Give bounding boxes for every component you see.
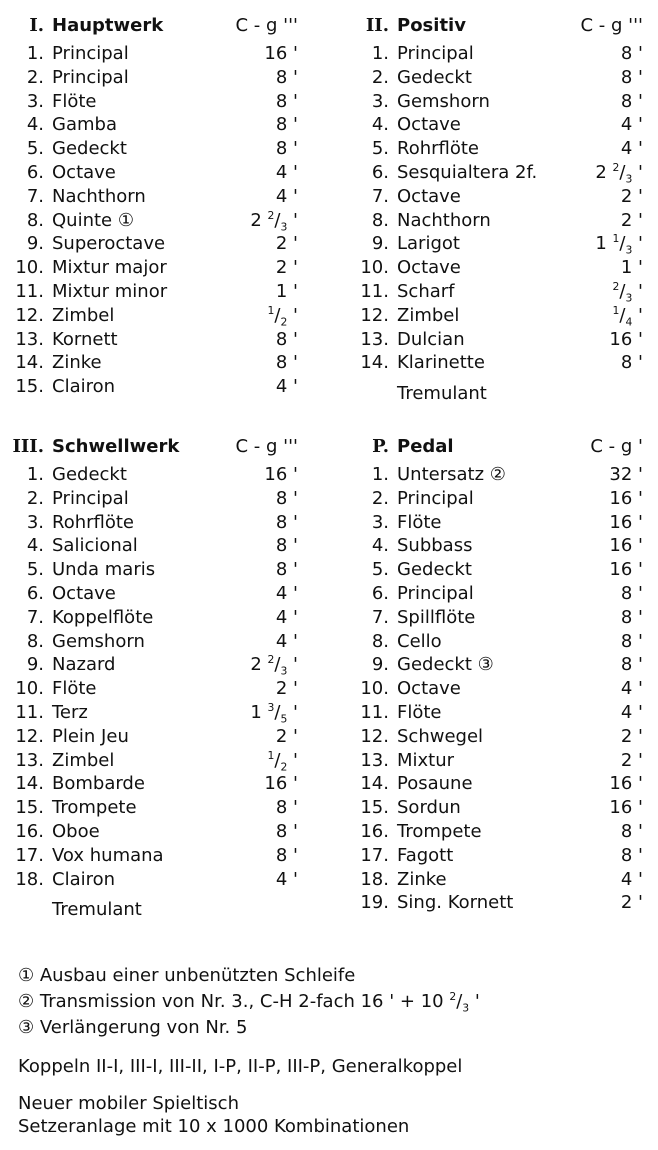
stop-row	[0, 256, 320, 280]
stop-name: Spillflöte	[397, 606, 476, 628]
stop-name: Flöte	[52, 90, 97, 112]
stop-pitch: 4 '	[275, 630, 298, 652]
stop-number: 18.	[15, 868, 44, 890]
stop-row	[0, 66, 320, 90]
stop-pitch: 8 '	[275, 559, 298, 581]
stop-pitch: 16 '	[609, 797, 643, 819]
division-positiv	[345, 10, 658, 405]
stop-name: Gedeckt	[397, 559, 472, 581]
stop-number: 15.	[15, 797, 44, 819]
stop-number: 12.	[15, 304, 44, 326]
stop-number: 6.	[371, 582, 389, 604]
stop-name: Flöte	[397, 701, 442, 723]
stop-number: 2.	[26, 487, 44, 509]
division-compass: C - g '''	[235, 436, 298, 457]
stop-name: Gedeckt	[52, 464, 127, 485]
stop-number: 9.	[371, 654, 389, 676]
stop-pitch: 8 '	[275, 487, 298, 509]
stop-pitch: 16 '	[609, 487, 643, 509]
stop-row	[0, 487, 320, 511]
stop-number: 4.	[26, 535, 44, 557]
stop-pitch: $^1/_4$ '	[612, 303, 643, 329]
stop-number: 6.	[26, 161, 44, 183]
stop-pitch: 4 '	[275, 376, 298, 398]
stop-row	[0, 185, 320, 209]
stop-row	[0, 137, 320, 161]
stop-pitch: 16 '	[609, 559, 643, 581]
stop-row	[345, 185, 658, 209]
stop-row	[345, 256, 658, 280]
stop-name: Principal	[52, 43, 129, 64]
stop-name: Gemshorn	[52, 630, 145, 652]
stop-number: 3.	[26, 90, 44, 112]
stop-row	[0, 42, 320, 66]
stop-number: 19.	[360, 892, 389, 914]
stop-row	[345, 463, 658, 487]
stop-name: Flöte	[52, 678, 97, 700]
stop-row	[345, 66, 658, 90]
stop-number: 12.	[360, 304, 389, 326]
stop-name: Zimbel	[52, 304, 115, 326]
stop-row	[345, 209, 658, 233]
stop-name: Fagott	[397, 844, 454, 866]
stop-pitch: 2 $^2/_3$ '	[250, 653, 298, 678]
stop-name: Nachthorn	[397, 209, 491, 231]
footnote-2: ② Transmission von Nr. 3., C-H 2-fach 16 ' + 10 $^2/_3$ '	[18, 990, 480, 1015]
stop-name: Untersatz ②	[397, 464, 506, 485]
stop-pitch: 8 '	[275, 66, 298, 88]
stop-name: Zimbel	[52, 749, 115, 771]
stop-number: 5.	[26, 138, 44, 160]
stop-row	[345, 304, 658, 328]
stop-row	[0, 209, 320, 233]
footnote-1: ① Ausbau einer unbenützten Schleife	[18, 965, 356, 986]
stop-row	[0, 844, 320, 868]
stop-row	[0, 328, 320, 352]
stop-name: Gedeckt	[52, 138, 127, 160]
stop-pitch: 4 '	[275, 161, 298, 183]
stop-row	[345, 796, 658, 820]
stop-name: Octave	[397, 257, 461, 279]
stop-pitch: 8 '	[275, 535, 298, 557]
stop-number: 9.	[26, 233, 44, 255]
stop-pitch: 2 '	[620, 209, 643, 231]
stop-pitch: 8 '	[620, 90, 643, 112]
stop-number: 14.	[15, 773, 44, 795]
stop-row	[345, 161, 658, 185]
stop-number: 17.	[360, 844, 389, 866]
stop-row	[0, 749, 320, 773]
stop-number: 16.	[15, 820, 44, 842]
stop-name: Sordun	[397, 797, 461, 819]
stop-row	[0, 677, 320, 701]
stop-name: Principal	[52, 487, 129, 509]
stop-pitch: 4 '	[620, 114, 643, 136]
stop-pitch: 4 '	[275, 582, 298, 604]
stop-number: 14.	[360, 352, 389, 374]
stop-name: Octave	[52, 161, 116, 183]
stop-row	[345, 630, 658, 654]
stop-name: Nazard	[52, 654, 116, 676]
stop-pitch: 8 '	[620, 66, 643, 88]
stop-number: 8.	[26, 209, 44, 231]
stop-row	[0, 375, 320, 399]
stop-pitch: 4 '	[620, 138, 643, 160]
stop-name: Schwegel	[397, 725, 484, 747]
stop-row	[0, 630, 320, 654]
stop-name: Rohrflöte	[397, 138, 480, 160]
division-name: Positiv	[397, 15, 466, 36]
stop-pitch: 8 '	[275, 114, 298, 136]
stop-number: 11.	[15, 280, 44, 302]
stop-row	[0, 113, 320, 137]
stop-row	[0, 796, 320, 820]
stop-number: 2.	[26, 66, 44, 88]
division-numeral: I.	[29, 15, 44, 36]
stop-number: 16.	[360, 820, 389, 842]
stop-row	[345, 677, 658, 701]
stop-pitch: 16 '	[264, 464, 298, 485]
stop-pitch: 2 '	[620, 185, 643, 207]
stop-row	[345, 606, 658, 630]
stop-row	[0, 653, 320, 677]
stop-pitch: 2 '	[275, 233, 298, 255]
stop-name: Principal	[52, 66, 129, 88]
stop-number: 4.	[371, 535, 389, 557]
stop-pitch: 1 $^3/_5$ '	[250, 700, 298, 726]
stop-pitch: $^1/_2$ '	[267, 303, 298, 329]
stop-number: 3.	[371, 90, 389, 112]
stop-name: Kornett	[52, 328, 118, 350]
stop-pitch: 8 '	[275, 511, 298, 533]
stop-name: Octave	[397, 678, 461, 700]
stop-row	[0, 90, 320, 114]
division-hauptwerk	[0, 10, 320, 399]
stop-row	[345, 891, 658, 915]
stop-name: Gedeckt ③	[397, 654, 494, 676]
stop-pitch: 2 '	[620, 749, 643, 771]
stop-row	[0, 161, 320, 185]
stop-number: 18.	[360, 868, 389, 890]
stop-pitch: 2 $^2/_3$ '	[595, 160, 643, 186]
stop-name: Mixtur major	[52, 257, 167, 279]
console-info	[18, 1092, 409, 1138]
stop-row	[0, 463, 320, 487]
stop-row	[345, 558, 658, 582]
stop-name: Plein Jeu	[52, 725, 129, 747]
stop-name: Sing. Kornett	[397, 892, 514, 914]
tremulant-label: Tremulant	[397, 383, 487, 405]
stop-pitch: $^2/_3$ '	[612, 279, 643, 305]
stop-row	[0, 304, 320, 328]
stop-name: Clairon	[52, 376, 116, 398]
stop-row	[345, 725, 658, 749]
stop-name: Mixtur minor	[52, 280, 168, 302]
stop-name: Zinke	[397, 868, 447, 890]
stop-pitch: $^1/_2$ '	[267, 748, 298, 774]
stop-row	[345, 137, 658, 161]
stop-number: 12.	[360, 725, 389, 747]
division-pedal	[345, 431, 658, 915]
stop-name: Quinte ①	[52, 209, 134, 231]
stop-pitch: 32 '	[609, 464, 643, 485]
stop-name: Terz	[52, 701, 88, 723]
stop-name: Cello	[397, 630, 442, 652]
stop-pitch: 2 '	[620, 725, 643, 747]
stop-pitch: 8 '	[275, 797, 298, 819]
stop-pitch: 1 $^1/_3$ '	[595, 232, 643, 257]
stop-row	[345, 232, 658, 256]
tremulant-label: Tremulant	[52, 899, 142, 921]
stop-number: 4.	[371, 114, 389, 136]
stop-number: 8.	[371, 209, 389, 231]
stop-pitch: 8 '	[275, 844, 298, 866]
stop-name: Scharf	[397, 280, 455, 302]
tremulant-row	[345, 375, 658, 405]
stop-pitch: 4 '	[620, 678, 643, 700]
stop-name: Principal	[397, 43, 474, 64]
stop-pitch: 8 '	[620, 820, 643, 842]
stop-number: 3.	[26, 511, 44, 533]
stop-name: Trompete	[397, 820, 482, 842]
stop-row	[0, 725, 320, 749]
stop-number: 10.	[360, 678, 389, 700]
stop-row	[0, 280, 320, 304]
stop-number: 12.	[15, 725, 44, 747]
division-compass: C - g '	[590, 436, 643, 457]
stop-number: 14.	[360, 773, 389, 795]
stop-name: Koppelflöte	[52, 606, 154, 628]
stop-name: Salicional	[52, 535, 138, 557]
stop-number: 10.	[15, 257, 44, 279]
stop-name: Nachthorn	[52, 185, 146, 207]
division-header	[0, 431, 320, 463]
stop-number: 14.	[15, 352, 44, 374]
stop-pitch: 2 $^2/_3$ '	[250, 208, 298, 234]
division-name: Schwellwerk	[52, 436, 180, 457]
stop-pitch: 1 '	[275, 280, 298, 302]
stop-number: 13.	[360, 328, 389, 350]
stop-row	[345, 582, 658, 606]
division-compass: C - g '''	[235, 15, 298, 36]
stop-row	[345, 351, 658, 375]
stop-pitch: 8 '	[275, 328, 298, 350]
stop-row	[345, 653, 658, 677]
footnotes	[18, 963, 638, 1041]
stop-number: 11.	[360, 701, 389, 723]
stop-number: 5.	[371, 138, 389, 160]
stop-row	[345, 511, 658, 535]
stop-pitch: 8 '	[275, 820, 298, 842]
stop-pitch: 4 '	[620, 868, 643, 890]
tremulant-row	[0, 891, 320, 921]
stop-row	[0, 534, 320, 558]
division-header	[345, 10, 658, 42]
stop-number: 13.	[360, 749, 389, 771]
stop-row	[345, 90, 658, 114]
stop-pitch: 8 '	[275, 352, 298, 374]
stop-name: Sesquialtera 2f.	[397, 161, 538, 183]
stop-number: 7.	[371, 606, 389, 628]
stop-number: 1.	[371, 43, 389, 64]
stop-row	[345, 749, 658, 773]
stop-number: 15.	[15, 376, 44, 398]
stop-number: 3.	[371, 511, 389, 533]
division-schwellwerk	[0, 431, 320, 921]
stop-row	[345, 844, 658, 868]
stop-number: 7.	[26, 606, 44, 628]
division-header	[0, 10, 320, 42]
stop-name: Dulcian	[397, 328, 465, 350]
stop-number: 1.	[26, 464, 44, 485]
stop-name: Gemshorn	[397, 90, 490, 112]
division-numeral: II.	[365, 15, 389, 36]
stop-row	[345, 868, 658, 892]
stop-number: 5.	[26, 559, 44, 581]
stop-pitch: 8 '	[620, 43, 643, 64]
stop-name: Zimbel	[397, 304, 460, 326]
stop-row	[345, 42, 658, 66]
stop-row	[0, 701, 320, 725]
console-line-1: Neuer mobiler Spieltisch	[18, 1093, 239, 1114]
stop-number: 1.	[26, 43, 44, 64]
stop-number: 7.	[371, 185, 389, 207]
stop-number: 6.	[26, 582, 44, 604]
stop-row	[0, 582, 320, 606]
stop-number: 6.	[371, 161, 389, 183]
stop-pitch: 4 '	[275, 185, 298, 207]
stop-pitch: 8 '	[275, 138, 298, 160]
stop-pitch: 16 '	[264, 773, 298, 795]
division-name: Hauptwerk	[52, 15, 164, 36]
stop-name: Zinke	[52, 352, 102, 374]
couplers-text: Koppeln II-I, III-I, III-II, I-P, II-P, III-P, Generalkoppel	[18, 1056, 463, 1077]
stop-number: 4.	[26, 114, 44, 136]
stop-number: 10.	[360, 257, 389, 279]
stop-row	[0, 351, 320, 375]
stop-name: Subbass	[397, 535, 473, 557]
stop-pitch: 2 '	[275, 725, 298, 747]
stop-pitch: 2 '	[275, 257, 298, 279]
stop-name: Unda maris	[52, 559, 156, 581]
stop-row	[345, 487, 658, 511]
stop-number: 2.	[371, 487, 389, 509]
division-header	[345, 431, 658, 463]
stop-pitch: 16 '	[609, 511, 643, 533]
stop-pitch: 1 '	[620, 257, 643, 279]
stop-name: Vox humana	[52, 844, 164, 866]
stop-number: 17.	[15, 844, 44, 866]
stop-number: 1.	[371, 464, 389, 485]
stop-row	[345, 820, 658, 844]
stop-name: Bombarde	[52, 773, 145, 795]
stop-number: 13.	[15, 328, 44, 350]
stop-pitch: 8 '	[275, 90, 298, 112]
stop-name: Trompete	[52, 797, 137, 819]
stop-pitch: 16 '	[609, 773, 643, 795]
stop-name: Octave	[397, 114, 461, 136]
stop-pitch: 4 '	[620, 701, 643, 723]
stop-pitch: 16 '	[609, 535, 643, 557]
stop-name: Octave	[52, 582, 116, 604]
stop-pitch: 4 '	[275, 868, 298, 890]
stop-pitch: 8 '	[620, 630, 643, 652]
stop-row	[0, 772, 320, 796]
stop-pitch: 16 '	[264, 43, 298, 64]
stop-pitch: 8 '	[620, 606, 643, 628]
stop-number: 9.	[26, 654, 44, 676]
stop-pitch: 8 '	[620, 582, 643, 604]
stop-row	[0, 820, 320, 844]
stop-name: Clairon	[52, 868, 116, 890]
stop-row	[0, 868, 320, 892]
stop-name: Principal	[397, 582, 474, 604]
division-numeral: P.	[372, 436, 389, 457]
stop-name: Gamba	[52, 114, 117, 136]
stop-row	[345, 280, 658, 304]
stop-pitch: 8 '	[620, 844, 643, 866]
stop-number: 5.	[371, 559, 389, 581]
stop-name: Rohrflöte	[52, 511, 135, 533]
console-line-2: Setzeranlage mit 10 x 1000 Kombinationen	[18, 1116, 410, 1137]
stop-name: Posaune	[397, 773, 473, 795]
division-name: Pedal	[397, 436, 454, 457]
stop-row	[345, 113, 658, 137]
stop-name: Octave	[397, 185, 461, 207]
stop-pitch: 4 '	[275, 606, 298, 628]
stop-row	[0, 511, 320, 535]
stop-pitch: 2 '	[620, 892, 643, 914]
stop-number: 8.	[371, 630, 389, 652]
division-compass: C - g '''	[580, 15, 643, 36]
stop-row	[0, 558, 320, 582]
stop-name: Klarinette	[397, 352, 485, 374]
stop-number: 7.	[26, 185, 44, 207]
stop-row	[345, 701, 658, 725]
stop-name: Principal	[397, 487, 474, 509]
stop-name: Flöte	[397, 511, 442, 533]
stop-number: 2.	[371, 66, 389, 88]
stop-pitch: 16 '	[609, 328, 643, 350]
stop-pitch: 8 '	[620, 352, 643, 374]
stop-pitch: 2 '	[275, 678, 298, 700]
stop-row	[0, 606, 320, 630]
stop-number: 8.	[26, 630, 44, 652]
stop-name: Mixtur	[397, 749, 455, 771]
stop-number: 10.	[15, 678, 44, 700]
stop-name: Gedeckt	[397, 66, 472, 88]
stop-row	[345, 534, 658, 558]
stop-number: 11.	[360, 280, 389, 302]
stop-name: Superoctave	[52, 233, 166, 255]
stop-number: 9.	[371, 233, 389, 255]
stop-row	[345, 328, 658, 352]
stop-row	[345, 772, 658, 796]
stop-number: 15.	[360, 797, 389, 819]
stop-name: Oboe	[52, 820, 100, 842]
division-numeral: III.	[12, 436, 44, 457]
footnote-3: ③ Verlängerung von Nr. 5	[18, 1017, 248, 1038]
stop-name: Larigot	[397, 233, 460, 255]
stop-number: 13.	[15, 749, 44, 771]
stop-row	[0, 232, 320, 256]
stop-number: 11.	[15, 701, 44, 723]
stop-pitch: 8 '	[620, 654, 643, 676]
